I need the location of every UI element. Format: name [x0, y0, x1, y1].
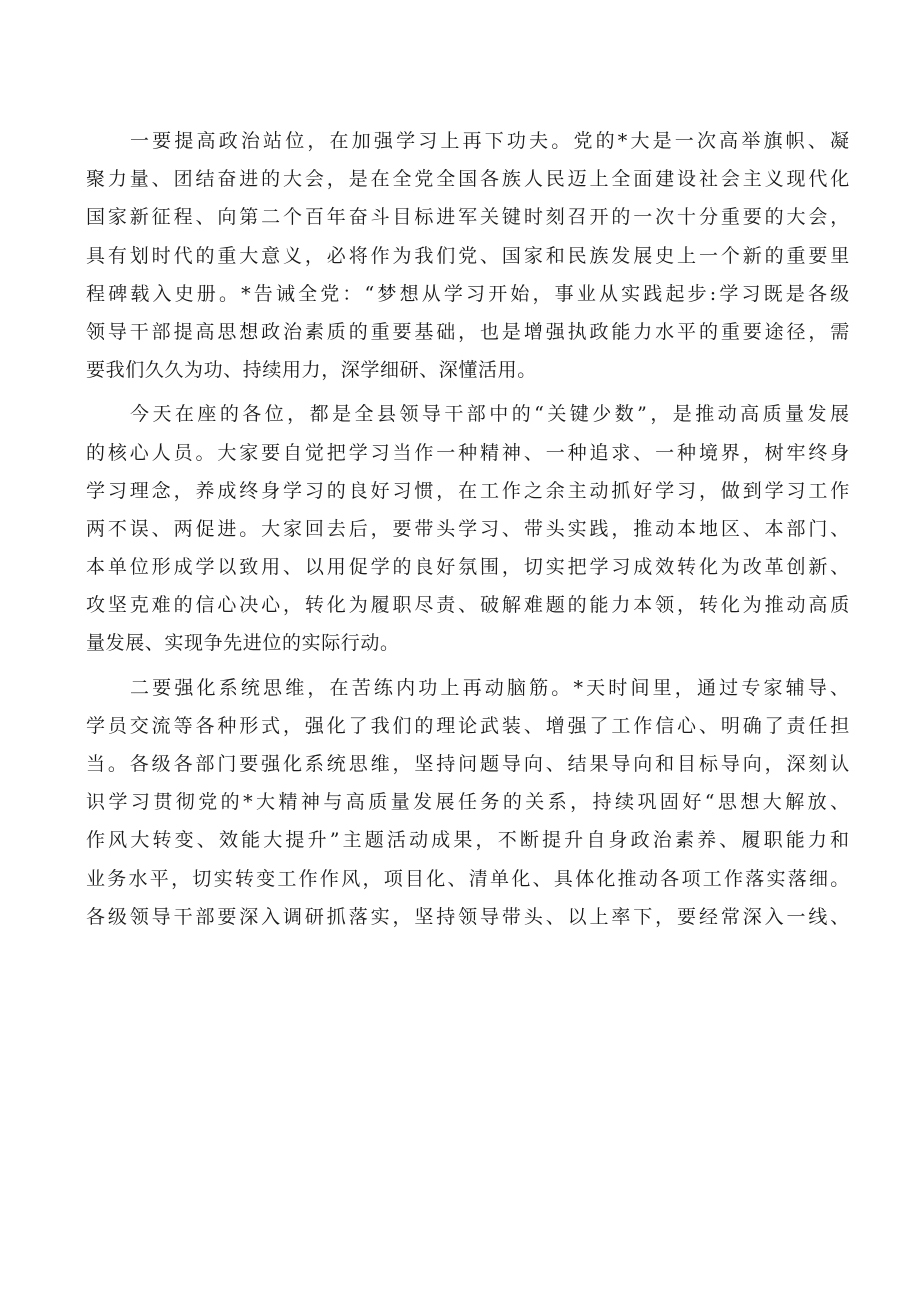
- text-line: 业 务 水 平 ， 切 实 转 变 工 作 作 风 ， 项 目 化 、 清 单 化 、 具 体 化 推 动 各 项 工 作 落 实 落 细 。: [86, 867, 850, 890]
- text-line: 一 要 提 高 政 治 站 位 ， 在 加 强 学 习 上 再 下 功 夫 。 党 的 * 大 是 一 次 高 举 旗 帜 、 凝: [130, 130, 850, 152]
- text-line: 学 员 交 流 等 各 种 形 式 ， 强 化 了 我 们 的 理 论 武 装 、 增 强 了 工 作 信 心 、 明 确 了 责 任 担: [86, 714, 850, 737]
- text-line: 程 碑 载 入 史 册 。 * 告 诫 全 党 ： “ 梦 想 从 学 习 开 始 ， 事 业 从 实 践 起 步 : 学 习 既 是 各 级: [86, 282, 850, 305]
- text-line: 国 家 新 征 程 、 向 第 二 个 百 年 奋 斗 目 标 进 军 关 键 时 刻 召 开 的 一 次 十 分 重 要 的 大 会 ，: [86, 206, 850, 229]
- text-line: 识 学 习 贯 彻 党 的 * 大 精 神 与 高 质 量 发 展 任 务 的 关 系 ， 持 续 巩 固 好 “ 思 想 大 解 放 、: [86, 791, 850, 814]
- text-line: 领 导 干 部 提 高 思 想 政 治 素 质 的 重 要 基 础 ， 也 是 增 强 执 政 能 力 水 平 的 重 要 途 径 ， 需: [86, 320, 850, 343]
- text-line: 各 级 领 导 干 部 要 深 入 调 研 抓 落 实 ， 坚 持 领 导 带 头 、 以 上 率 下 ， 要 经 常 深 入 一 线 、: [86, 905, 850, 928]
- text-line: 具 有 划 时 代 的 重 大 意 义 ， 必 将 作 为 我 们 党 、 国 家 和 民 族 发 展 史 上 一 个 新 的 重 要 里: [86, 244, 850, 267]
- paragraph-3: [86, 669, 850, 936]
- text-line: 作 风 大 转 变 、 效 能 大 提 升 ” 主 题 活 动 成 果 ， 不 断 提 升 自 身 政 治 素 养 、 履 职 能 力 和: [86, 829, 850, 852]
- text-line: 攻 坚 克 难 的 信 心 决 心 ， 转 化 为 履 职 尽 责 、 破 解 难 题 的 能 力 本 领 ， 转 化 为 推 动 高 质: [86, 594, 850, 617]
- text-line: 聚 力 量 、 团 结 奋 进 的 大 会 ， 是 在 全 党 全 国 各 族 人 民 迈 上 全 面 建 设 社 会 主 义 现 代 化: [86, 168, 850, 191]
- paragraph-1: [86, 122, 850, 389]
- text-line: 本 单 位 形 成 学 以 致 用 、 以 用 促 学 的 良 好 氛 围 ， 切 实 把 学 习 成 效 转 化 为 改 革 创 新 、: [86, 556, 850, 579]
- paragraph-2: [86, 395, 850, 662]
- text-line: 当 。 各 级 各 部 门 要 强 化 系 统 思 维 ， 坚 持 问 题 导 向 、 结 果 导 向 和 目 标 导 向 ， 深 刻 认: [86, 753, 850, 775]
- text-line: 要我们久久为功、持续用力，深学细研、深懂活用。: [86, 359, 537, 382]
- text-line: 学 习 理 念 ， 养 成 终 身 学 习 的 良 好 习 惯 ， 在 工 作 之 余 主 动 抓 好 学 习 ， 做 到 学 习 工 作: [86, 479, 850, 502]
- text-line: 的 核 心 人 员 。 大 家 要 自 觉 把 学 习 当 作 一 种 精 神 、 一 种 追 求 、 一 种 境 界 ， 树 牢 终 身: [86, 441, 850, 464]
- document-body: [86, 122, 850, 942]
- text-line: 两 不 误 、 两 促 进 。 大 家 回 去 后 ， 要 带 头 学 习 、 带 头 实 践 ， 推 动 本 地 区 、 本 部 门 、: [86, 517, 850, 540]
- text-line: 今 天 在 座 的 各 位 ， 都 是 全 县 领 导 干 部 中 的 “ 关 键 少 数 ” ， 是 推 动 高 质 量 发 展: [130, 403, 850, 426]
- text-line: 量发展、实现争先进位的实际行动。: [86, 632, 400, 655]
- text-line: 二 要 强 化 系 统 思 维 ， 在 苦 练 内 功 上 再 动 脑 筋 。 * 天 时 间 里 ， 通 过 专 家 辅 导 、: [130, 676, 850, 699]
